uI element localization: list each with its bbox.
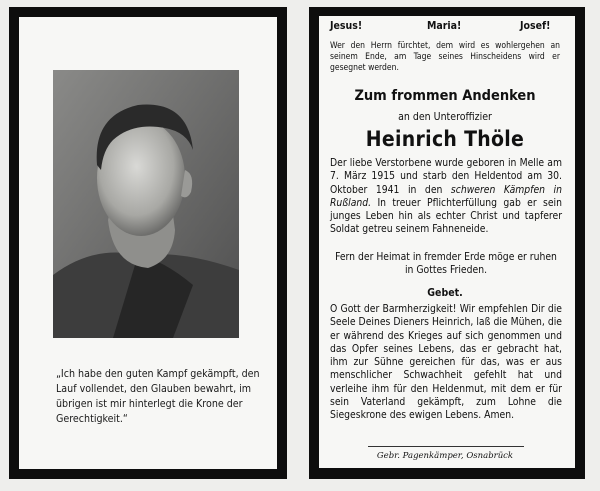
bio-part2: In treuer Pflichterfüllung gab er sein junges Leben hin als echter Christ und tapferer Soldat getreu seinem Fahneneide. xyxy=(330,196,563,236)
bio-closing: Fern der Heimat in fremder Erde möge er ruhen in Gottes Frieden. xyxy=(335,251,557,277)
bio-part1: Der liebe Verstorbene wurde geboren in Melle am 7. März 1915 und starb den Heldentod am 30. Oktober 1941 in den xyxy=(330,157,562,196)
header-josef: Josef! xyxy=(520,20,551,32)
portrait-illustration xyxy=(53,70,239,338)
bio-italic: schweren Kämpfen in Rußland. xyxy=(330,183,562,209)
scripture-quote: „Ich habe den guten Kampf gekämpft, den Lauf vollendet, den Glauben bewahrt, im übrigen ist mir hinterlegt die Krone der Gerechtigkeit.“ xyxy=(56,368,260,425)
memorial-subtitle: an den Unteroffizier xyxy=(398,111,492,123)
prayer-title: Gebet. xyxy=(427,287,463,299)
divider-line xyxy=(368,446,524,447)
printer-credit: Gebr. Pagenkämper, Osnabrück xyxy=(376,451,514,461)
header-jesus: Jesus! xyxy=(330,20,363,32)
bible-verse: Wer den Herrn fürchtet, dem wird es wohlergehen an seinem Ende, am Tage seines Hinscheidens wird er gesegnet werden. xyxy=(330,41,560,73)
memorial-title: Zum frommen Andenken xyxy=(354,88,536,104)
deceased-name: Heinrich Thöle xyxy=(365,127,525,151)
header-maria: Maria! xyxy=(427,20,462,32)
biography xyxy=(330,157,562,237)
prayer-text: O Gott der Barmherzigkeit! Wir empfehlen Dir die Seele Deines Dieners Heinrich, laß die Mühen, die er während des Krieges auf sich genommen und das Opfer seines Lebens, das er gebracht hat, ihm zur Sühne gereichen für das, was er aus menschlicher Schwachheit gefehlt hat und verleihe ihm für den Heldenmut, mit dem er für sein Vaterland gekämpft, zum Lohne die Siegeskrone des ewigen Lebens. Amen. xyxy=(330,303,562,422)
portrait-photo xyxy=(53,70,239,338)
